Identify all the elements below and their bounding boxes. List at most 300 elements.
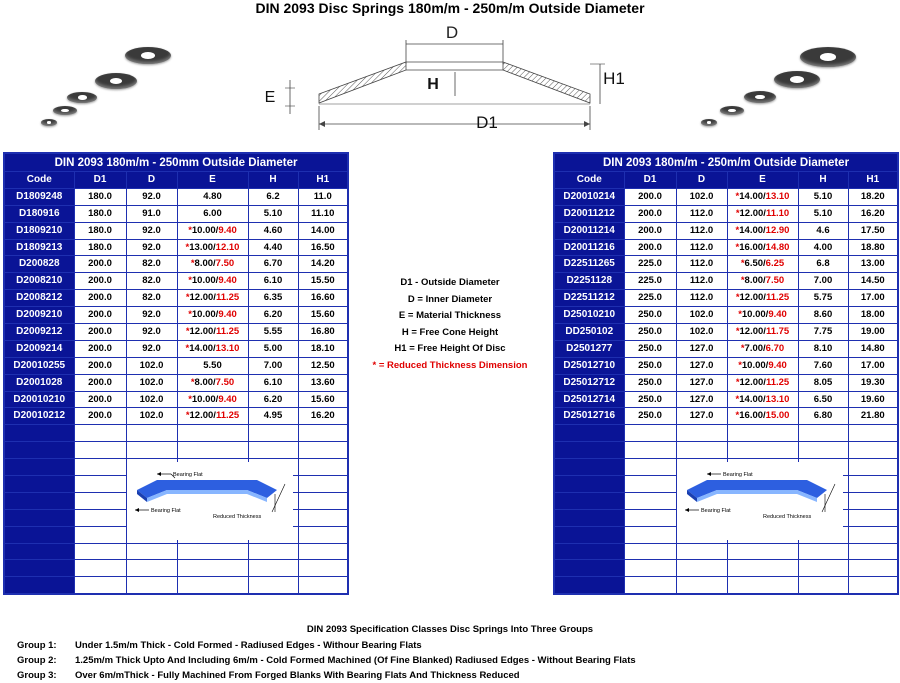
code-cell: D25012716 xyxy=(554,408,624,425)
d-cell: 102.0 xyxy=(676,324,727,341)
diagram-label-e: E xyxy=(264,89,276,106)
d1-cell: 200.0 xyxy=(74,324,126,341)
empty-cell xyxy=(298,476,348,493)
thickness-value: 6.00 xyxy=(203,207,222,219)
empty-cell xyxy=(248,425,298,442)
reduced-thickness-value: 13.10 xyxy=(765,393,790,405)
inset-label-bearing-flat-top: Bearing Flat xyxy=(723,472,753,478)
thickness-value: 14.00/ xyxy=(739,224,766,236)
d1-cell: 225.0 xyxy=(624,256,676,273)
empty-cell xyxy=(4,509,74,526)
h1-cell: 15.60 xyxy=(298,307,348,324)
e-cell xyxy=(177,307,248,324)
thickness-value: 10.00/ xyxy=(191,393,219,405)
empty-row xyxy=(554,442,898,459)
h-cell: 6.50 xyxy=(798,391,848,408)
empty-cell xyxy=(798,560,848,577)
right-table-heading: DIN 2093 180m/m - 250m/m Outside Diameter xyxy=(554,153,898,172)
d1-cell: 250.0 xyxy=(624,391,676,408)
h-cell: 7.60 xyxy=(798,357,848,374)
reduced-thickness-value: 11.75 xyxy=(765,325,790,337)
empty-cell xyxy=(727,577,798,594)
empty-cell xyxy=(624,442,676,459)
empty-cell xyxy=(624,492,676,509)
table-row xyxy=(554,290,898,307)
reduced-thickness-value: 7.50 xyxy=(215,376,235,388)
table-row xyxy=(554,340,898,357)
code-cell: D20010210 xyxy=(4,391,74,408)
empty-cell xyxy=(848,492,898,509)
reduced-thickness-value: 11.25 xyxy=(215,292,240,304)
empty-cell xyxy=(298,560,348,577)
table-row xyxy=(4,290,348,307)
table-row xyxy=(4,357,348,374)
reduced-marker: * xyxy=(188,309,192,321)
empty-cell xyxy=(298,459,348,476)
d1-cell: 200.0 xyxy=(74,307,126,324)
table-row xyxy=(4,239,348,256)
e-cell xyxy=(727,340,798,357)
code-cell: D180916 xyxy=(4,205,74,222)
reduced-marker: * xyxy=(735,190,740,202)
e-cell xyxy=(727,324,798,341)
thickness-value: 6.50/ xyxy=(744,258,766,270)
h-cell: 7.00 xyxy=(248,357,298,374)
table-row xyxy=(554,307,898,324)
table-row xyxy=(4,273,348,290)
e-cell xyxy=(177,391,248,408)
h-cell: 5.75 xyxy=(798,290,848,307)
code-cell: D25012712 xyxy=(554,374,624,391)
d1-cell: 180.0 xyxy=(74,239,126,256)
empty-cell xyxy=(848,459,898,476)
column-header: D xyxy=(126,172,177,189)
empty-cell xyxy=(177,442,248,459)
d1-cell: 250.0 xyxy=(624,324,676,341)
inset-label-bearing-flat-bottom: Bearing Flat xyxy=(151,508,181,514)
reduced-thickness-value: 9.40 xyxy=(218,393,237,405)
code-cell: D22511212 xyxy=(554,290,624,307)
group-text: Under 1.5m/m Thick - Cold Formed - Radiused Edges - Withour Bearing Flats xyxy=(75,640,422,651)
e-cell xyxy=(727,357,798,374)
column-header: H xyxy=(248,172,298,189)
e-cell xyxy=(177,374,248,391)
thickness-value: 10.00/ xyxy=(191,275,219,287)
thickness-value: 16.00/ xyxy=(739,241,766,253)
d1-cell: 200.0 xyxy=(624,205,676,222)
empty-cell xyxy=(624,476,676,493)
reduced-marker: * xyxy=(740,275,745,287)
empty-cell xyxy=(848,425,898,442)
empty-cell xyxy=(4,476,74,493)
h-cell: 7.00 xyxy=(798,273,848,290)
d1-cell: 200.0 xyxy=(624,222,676,239)
table-row xyxy=(4,188,348,205)
h-cell: 4.00 xyxy=(798,239,848,256)
table-row xyxy=(554,222,898,239)
reduced-marker: * xyxy=(188,275,192,287)
empty-cell xyxy=(74,476,126,493)
empty-cell xyxy=(848,476,898,493)
reduced-thickness-value: 7.50 xyxy=(765,275,785,287)
e-cell xyxy=(727,391,798,408)
empty-cell xyxy=(727,425,798,442)
table-row xyxy=(554,374,898,391)
h-cell: 6.80 xyxy=(798,408,848,425)
d1-cell: 200.0 xyxy=(74,374,126,391)
empty-cell xyxy=(676,543,727,560)
d1-cell: 200.0 xyxy=(74,391,126,408)
e-cell xyxy=(177,324,248,341)
empty-cell xyxy=(554,543,624,560)
reduced-thickness-value: 6.70 xyxy=(765,342,785,354)
empty-cell xyxy=(126,442,177,459)
legend-reduced-thickness-note: * = Reduced Thickness Dimension xyxy=(372,359,528,371)
reduced-thickness-value: 9.40 xyxy=(218,309,237,321)
d-cell: 112.0 xyxy=(676,256,727,273)
reduced-marker: * xyxy=(185,292,190,304)
empty-cell xyxy=(624,560,676,577)
empty-cell xyxy=(554,492,624,509)
d1-cell: 180.0 xyxy=(74,222,126,239)
empty-cell xyxy=(798,425,848,442)
page-title: DIN 2093 Disc Springs 180m/m - 250m/m Outside Diameter xyxy=(255,0,645,16)
d1-cell: 200.0 xyxy=(74,273,126,290)
group-label: Group 2: xyxy=(17,655,57,666)
d1-cell: 200.0 xyxy=(74,290,126,307)
h1-cell: 11.0 xyxy=(298,188,348,205)
d-cell: 102.0 xyxy=(676,188,727,205)
reduced-marker: * xyxy=(735,224,740,236)
h-cell: 6.2 xyxy=(248,188,298,205)
reduced-marker: * xyxy=(735,393,740,405)
h-cell: 5.00 xyxy=(248,340,298,357)
empty-cell xyxy=(727,560,798,577)
empty-cell xyxy=(74,560,126,577)
h1-cell: 14.80 xyxy=(848,340,898,357)
d1-cell: 180.0 xyxy=(74,205,126,222)
reduced-marker: * xyxy=(188,224,192,236)
d-cell: 92.0 xyxy=(126,188,177,205)
reduced-thickness-value: 11.25 xyxy=(765,376,790,388)
empty-cell xyxy=(798,577,848,594)
reduced-marker: * xyxy=(740,258,745,270)
empty-cell xyxy=(848,526,898,543)
code-cell: D2001028 xyxy=(4,374,74,391)
h1-cell: 14.00 xyxy=(298,222,348,239)
empty-row xyxy=(554,577,898,594)
empty-cell xyxy=(727,543,798,560)
h1-cell: 18.00 xyxy=(848,307,898,324)
h-cell: 6.20 xyxy=(248,307,298,324)
empty-row xyxy=(4,425,348,442)
empty-cell xyxy=(74,543,126,560)
empty-cell xyxy=(554,459,624,476)
empty-cell xyxy=(554,476,624,493)
left-table-heading: DIN 2093 180m/m - 250mm Outside Diameter xyxy=(4,153,348,172)
reduced-thickness-value: 9.40 xyxy=(218,224,237,236)
code-cell: D1809248 xyxy=(4,188,74,205)
reduced-marker: * xyxy=(735,292,740,304)
empty-cell xyxy=(298,543,348,560)
reduced-marker: * xyxy=(738,309,742,321)
h1-cell: 15.50 xyxy=(298,273,348,290)
h1-cell: 17.00 xyxy=(848,357,898,374)
empty-cell xyxy=(177,560,248,577)
e-cell xyxy=(177,273,248,290)
d-cell: 102.0 xyxy=(126,391,177,408)
left-table-column-headers xyxy=(4,172,348,189)
legend-item: H1 = Free Height Of Disc xyxy=(394,343,506,354)
reduced-marker: * xyxy=(735,207,740,219)
e-cell xyxy=(177,239,248,256)
thickness-value: 12.00/ xyxy=(189,410,216,422)
reduced-marker: * xyxy=(185,241,190,253)
thickness-value: 8.00/ xyxy=(194,376,216,388)
e-cell xyxy=(727,239,798,256)
thickness-value: 10.00/ xyxy=(741,309,769,321)
h1-cell: 16.50 xyxy=(298,239,348,256)
thickness-value: 4.80 xyxy=(203,190,222,202)
empty-cell xyxy=(798,442,848,459)
reduced-marker: * xyxy=(185,342,190,354)
empty-cell xyxy=(298,442,348,459)
h1-cell: 18.20 xyxy=(848,188,898,205)
reduced-thickness-value: 9.40 xyxy=(768,309,787,321)
reduced-marker: * xyxy=(735,241,740,253)
code-cell: DD250102 xyxy=(554,324,624,341)
d-cell: 92.0 xyxy=(126,222,177,239)
table-row xyxy=(4,374,348,391)
legend-item: H = Free Cone Height xyxy=(401,326,499,338)
thickness-value: 8.00/ xyxy=(744,275,766,287)
d-cell: 127.0 xyxy=(676,391,727,408)
e-cell xyxy=(177,222,248,239)
empty-cell xyxy=(298,509,348,526)
empty-cell xyxy=(624,543,676,560)
empty-cell xyxy=(126,560,177,577)
table-row xyxy=(4,222,348,239)
thickness-value: 7.00/ xyxy=(744,342,766,354)
table-row xyxy=(554,408,898,425)
table-row xyxy=(554,391,898,408)
d-cell: 92.0 xyxy=(126,324,177,341)
code-cell: D25010210 xyxy=(554,307,624,324)
empty-cell xyxy=(298,425,348,442)
empty-cell xyxy=(676,560,727,577)
empty-cell xyxy=(624,459,676,476)
empty-cell xyxy=(126,425,177,442)
h1-cell: 13.60 xyxy=(298,374,348,391)
table-row xyxy=(4,340,348,357)
empty-cell xyxy=(248,442,298,459)
reduced-marker: * xyxy=(185,410,190,422)
h-cell: 6.10 xyxy=(248,273,298,290)
code-cell: D20010212 xyxy=(4,408,74,425)
h1-cell: 19.00 xyxy=(848,324,898,341)
code-cell: D2009212 xyxy=(4,324,74,341)
h-cell: 4.6 xyxy=(798,222,848,239)
column-header: H xyxy=(798,172,848,189)
e-cell xyxy=(177,205,248,222)
reduced-marker: * xyxy=(740,342,745,354)
bearing-flat-diagram-left xyxy=(127,462,293,540)
empty-cell xyxy=(554,526,624,543)
empty-cell xyxy=(624,577,676,594)
thickness-value: 14.00/ xyxy=(739,393,766,405)
d-cell: 112.0 xyxy=(676,239,727,256)
diagram-label-h1: H1 xyxy=(603,69,625,88)
reduced-marker: * xyxy=(735,325,740,337)
empty-cell xyxy=(676,425,727,442)
empty-cell xyxy=(624,509,676,526)
empty-cell xyxy=(177,577,248,594)
d-cell: 92.0 xyxy=(126,340,177,357)
e-cell xyxy=(177,408,248,425)
d1-cell: 225.0 xyxy=(624,290,676,307)
group-text: 1.25m/m Thick Upto And Including 6m/m - Cold Formed Machined (Of Fine Blanked) Radiused Edges - Without Bearing Flats xyxy=(75,655,636,666)
thickness-value: 12.00/ xyxy=(739,292,766,304)
d-cell: 102.0 xyxy=(126,374,177,391)
empty-cell xyxy=(4,560,74,577)
h-cell: 6.20 xyxy=(248,391,298,408)
h1-cell: 16.60 xyxy=(298,290,348,307)
e-cell xyxy=(727,307,798,324)
empty-cell xyxy=(554,425,624,442)
d-cell: 112.0 xyxy=(676,273,727,290)
inset-label-bearing-flat-bottom: Bearing Flat xyxy=(701,508,731,514)
reduced-marker: * xyxy=(185,325,190,337)
empty-cell xyxy=(848,560,898,577)
e-cell xyxy=(727,290,798,307)
e-cell xyxy=(727,222,798,239)
code-cell: D2008210 xyxy=(4,273,74,290)
empty-cell xyxy=(554,442,624,459)
d1-cell: 250.0 xyxy=(624,408,676,425)
empty-cell xyxy=(554,509,624,526)
empty-cell xyxy=(4,442,74,459)
d-cell: 82.0 xyxy=(126,290,177,307)
thickness-value: 12.00/ xyxy=(739,207,766,219)
column-header: Code xyxy=(4,172,74,189)
empty-cell xyxy=(177,425,248,442)
table-row xyxy=(4,324,348,341)
h1-cell: 16.20 xyxy=(298,408,348,425)
empty-cell xyxy=(74,509,126,526)
h-cell: 4.40 xyxy=(248,239,298,256)
h-cell: 4.60 xyxy=(248,222,298,239)
group-text: Over 6m/mThick - Fully Machined From Forged Blanks With Bearing Flats And Thickness Reduced xyxy=(75,670,520,681)
code-cell: D2251128 xyxy=(554,273,624,290)
d-cell: 127.0 xyxy=(676,408,727,425)
table-row xyxy=(554,357,898,374)
h-cell: 6.70 xyxy=(248,256,298,273)
column-header: H1 xyxy=(298,172,348,189)
thickness-value: 12.00/ xyxy=(189,325,216,337)
empty-cell xyxy=(126,543,177,560)
d-cell: 92.0 xyxy=(126,307,177,324)
h1-cell: 18.10 xyxy=(298,340,348,357)
empty-cell xyxy=(624,425,676,442)
empty-cell xyxy=(74,459,126,476)
reduced-thickness-value: 13.10 xyxy=(215,342,240,354)
e-cell xyxy=(177,188,248,205)
empty-row xyxy=(4,543,348,560)
empty-cell xyxy=(298,577,348,594)
e-cell xyxy=(177,256,248,273)
d-cell: 91.0 xyxy=(126,205,177,222)
table-row xyxy=(554,188,898,205)
empty-cell xyxy=(848,543,898,560)
reduced-marker: * xyxy=(190,376,195,388)
h-cell: 6.8 xyxy=(798,256,848,273)
d-cell: 112.0 xyxy=(676,222,727,239)
d-cell: 102.0 xyxy=(126,357,177,374)
h1-cell: 14.50 xyxy=(848,273,898,290)
empty-cell xyxy=(4,459,74,476)
thickness-value: 12.00/ xyxy=(739,325,766,337)
column-header: D1 xyxy=(74,172,126,189)
h-cell: 5.10 xyxy=(248,205,298,222)
table-row xyxy=(554,324,898,341)
disc-spring-cross-section-diagram xyxy=(255,18,635,138)
reduced-marker: * xyxy=(188,393,192,405)
table-row xyxy=(554,273,898,290)
thickness-value: 10.00/ xyxy=(191,309,219,321)
empty-row xyxy=(554,560,898,577)
thickness-value: 16.00/ xyxy=(739,410,766,422)
d1-cell: 200.0 xyxy=(74,256,126,273)
d1-cell: 250.0 xyxy=(624,307,676,324)
reduced-thickness-value: 6.25 xyxy=(765,258,785,270)
empty-cell xyxy=(74,442,126,459)
specification-groups xyxy=(0,622,900,683)
table-row xyxy=(4,391,348,408)
column-header: D xyxy=(676,172,727,189)
code-cell: D20011216 xyxy=(554,239,624,256)
h1-cell: 12.50 xyxy=(298,357,348,374)
table-row xyxy=(4,205,348,222)
d-cell: 102.0 xyxy=(676,307,727,324)
code-cell: D1809210 xyxy=(4,222,74,239)
h-cell: 4.95 xyxy=(248,408,298,425)
d1-cell: 250.0 xyxy=(624,340,676,357)
d-cell: 92.0 xyxy=(126,239,177,256)
code-cell: D20010255 xyxy=(4,357,74,374)
h1-cell: 15.60 xyxy=(298,391,348,408)
d1-cell: 200.0 xyxy=(624,239,676,256)
empty-cell xyxy=(248,577,298,594)
e-cell xyxy=(727,408,798,425)
h1-cell: 19.30 xyxy=(848,374,898,391)
reduced-marker: * xyxy=(735,410,740,422)
empty-row xyxy=(554,543,898,560)
reduced-marker: * xyxy=(738,359,742,371)
h1-cell: 17.00 xyxy=(848,290,898,307)
reduced-thickness-value: 13.10 xyxy=(765,190,790,202)
h1-cell: 17.50 xyxy=(848,222,898,239)
reduced-marker: * xyxy=(190,258,195,270)
table-row xyxy=(554,205,898,222)
thickness-value: 14.00/ xyxy=(189,342,216,354)
reduced-thickness-value: 11.25 xyxy=(215,410,240,422)
empty-cell xyxy=(676,577,727,594)
code-cell: D2501277 xyxy=(554,340,624,357)
legend-item: E = Material Thickness xyxy=(398,310,502,321)
thickness-value: 13.00/ xyxy=(189,241,216,253)
d1-cell: 200.0 xyxy=(74,340,126,357)
empty-cell xyxy=(4,543,74,560)
